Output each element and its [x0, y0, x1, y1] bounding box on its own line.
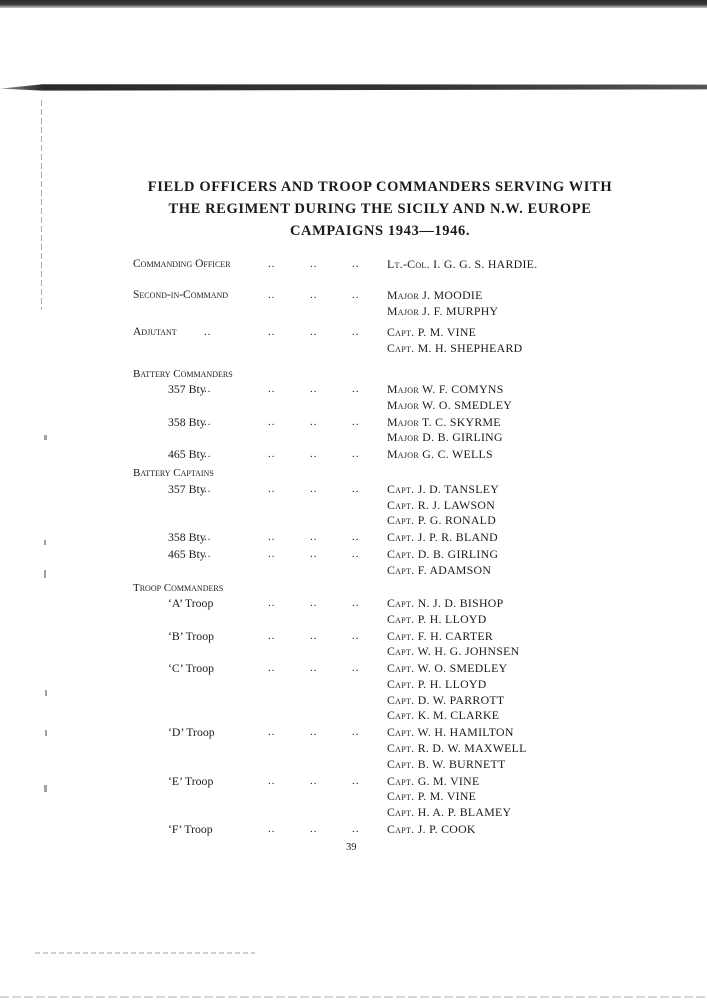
dot-leader: ..	[268, 326, 276, 338]
officer-surname: D. B. GIRLING	[422, 430, 503, 445]
officer-rank: Capt.	[387, 677, 415, 691]
officer-name	[387, 821, 476, 837]
officer-name	[387, 804, 511, 820]
officer-rank: Capt.	[387, 563, 415, 577]
dot-leader: ..	[352, 548, 360, 561]
officer-rank: Capt.	[387, 596, 415, 610]
bottom-scan-edge	[0, 996, 707, 998]
officer-rank: Major	[387, 397, 419, 412]
dot-leader: ..	[352, 415, 360, 428]
officer-name	[387, 788, 476, 804]
dot-leader: ..	[310, 289, 318, 301]
officer-name	[387, 340, 522, 356]
officer-rank: Capt.	[387, 821, 415, 836]
officer-name	[387, 546, 498, 562]
dot-leader: ..	[352, 531, 360, 544]
officer-surname: J. D. TANSLEY	[417, 482, 500, 496]
officer-name	[387, 740, 527, 756]
dot-leader: ..	[352, 289, 360, 301]
officer-surname: W. H. G. JOHNSEN	[417, 644, 520, 659]
officer-name	[387, 595, 503, 611]
roster-row	[0, 773, 707, 789]
dot-leader: ..	[352, 726, 360, 739]
dot-leader: ..	[352, 597, 360, 609]
officer-rank: Major	[387, 303, 419, 318]
officer-surname: J. F. MURPHY	[422, 303, 499, 318]
officer-rank: Major	[387, 430, 419, 445]
officer-rank: Capt.	[387, 773, 415, 788]
roster-row	[0, 724, 707, 740]
officer-surname: P. G. RONALD	[417, 513, 497, 528]
role-label: 358 Bty	[168, 414, 206, 429]
dot-leader: ..	[310, 662, 318, 675]
officer-surname: M. H. SHEPHEARD	[417, 340, 523, 355]
officer-name	[387, 562, 491, 578]
officer-rank: Lt.-Col.	[387, 257, 430, 271]
officer-name	[387, 611, 487, 627]
officer-surname: R. J. LAWSON	[417, 497, 496, 512]
dot-leader: ..	[310, 258, 318, 270]
officer-rank: Capt.	[387, 611, 415, 626]
roster-row	[0, 611, 707, 627]
officer-surname: F. ADAMSON	[417, 563, 492, 577]
dot-leader: ..	[268, 629, 276, 642]
roster-row	[0, 788, 707, 804]
dot-leader: ..	[268, 548, 276, 561]
dot-leader: ..	[352, 774, 360, 787]
roster-row	[0, 497, 707, 513]
roster-row	[0, 676, 707, 692]
officer-name	[387, 676, 487, 692]
roster-row	[0, 804, 707, 820]
officer-rank: Capt.	[387, 513, 415, 528]
officer-surname: G. M. VINE	[417, 773, 480, 788]
dot-leader: ..	[352, 383, 360, 395]
officer-rank: Capt.	[387, 644, 415, 659]
officer-surname: J. MOODIE	[422, 288, 483, 302]
officer-surname: D. B. GIRLING	[417, 547, 499, 562]
dot-leader: ..	[204, 448, 212, 461]
roster-row	[0, 414, 707, 430]
roster-row	[0, 287, 707, 303]
roster-row	[0, 324, 707, 340]
role-label: ‘A’ Troop	[168, 596, 214, 610]
role-label: ‘D’ Troop	[168, 725, 215, 740]
dot-leader: ..	[352, 629, 360, 642]
officer-name	[387, 643, 520, 659]
role-label: 358 Bty	[168, 530, 206, 545]
roster-row	[0, 740, 707, 756]
roster-row	[0, 303, 707, 319]
officer-surname: W. H. HAMILTON	[417, 725, 514, 740]
dot-leader: ..	[310, 597, 318, 609]
officer-name	[387, 381, 504, 397]
officer-surname: B. W. BURNETT	[417, 756, 506, 771]
officer-surname: W. O. SMEDLEY	[422, 397, 513, 412]
officer-surname: R. D. W. MAXWELL	[417, 740, 527, 755]
role-label: 357 Bty	[168, 482, 206, 496]
officer-name	[387, 660, 507, 676]
officer-rank: Major	[387, 382, 419, 396]
officer-surname: P. M. VINE	[417, 325, 477, 339]
role-label: ‘F’ Troop	[168, 821, 213, 836]
dot-leader: ..	[352, 448, 360, 461]
officer-rank: Capt.	[387, 661, 415, 676]
header-rule	[0, 83, 707, 91]
title-line: FIELD OFFICERS AND TROOP COMMANDERS SERVING WITH	[147, 179, 613, 195]
roster-row	[0, 481, 707, 497]
dot-leader: ..	[310, 448, 318, 461]
officer-surname: G. C. WELLS	[422, 447, 493, 462]
dot-leader: ..	[310, 548, 318, 561]
page-number: 39	[346, 842, 357, 853]
dot-leader: ..	[352, 258, 360, 270]
officer-surname: I. G. G. S. HARDIE.	[433, 257, 538, 271]
roster-row	[0, 660, 707, 676]
roster-row	[0, 429, 707, 445]
roster-row	[0, 340, 707, 356]
officer-surname: H. A. P. BLAMEY	[417, 804, 512, 819]
officer-rank: Capt.	[387, 325, 415, 339]
dot-leader: ..	[268, 597, 276, 609]
roster-row	[0, 397, 707, 413]
dot-leader: ..	[204, 531, 212, 544]
dot-leader: ..	[352, 326, 360, 338]
officer-surname: F. H. CARTER	[417, 628, 494, 643]
dot-leader: ..	[352, 662, 360, 675]
dot-leader: ..	[204, 326, 212, 338]
roster-row	[0, 595, 707, 611]
role-label: Commanding Officer	[133, 258, 231, 270]
dot-leader: ..	[310, 822, 318, 835]
officer-rank: Major	[387, 447, 419, 462]
officer-surname: P. M. VINE	[417, 789, 477, 804]
officer-name	[387, 692, 504, 708]
page-title	[120, 176, 640, 242]
dot-leader: ..	[268, 774, 276, 787]
role-label: 465 Bty	[168, 547, 206, 562]
role-label: ‘C’ Troop	[168, 661, 215, 676]
title-line: CAMPAIGNS 1943—1946.	[289, 223, 471, 239]
section-heading: Battery Commanders	[133, 368, 233, 380]
officer-rank: Capt.	[387, 530, 415, 545]
dot-leader: ..	[268, 448, 276, 461]
role-label: 357 Bty	[168, 382, 206, 396]
role-label: Adjutant	[133, 326, 177, 338]
dot-leader: ..	[352, 483, 360, 495]
officer-surname: W. O. SMEDLEY	[417, 661, 508, 676]
officer-name	[387, 481, 499, 497]
officer-surname: W. F. COMYNS	[422, 382, 504, 396]
roster-row	[0, 756, 707, 772]
role-label: 465 Bty	[168, 447, 206, 462]
role-label: ‘E’ Troop	[168, 773, 214, 788]
officer-rank: Capt.	[387, 708, 415, 723]
officer-name	[387, 446, 493, 462]
officer-name	[387, 324, 476, 340]
officer-name	[387, 303, 498, 319]
officer-name	[387, 429, 503, 445]
officer-rank: Capt.	[387, 756, 415, 771]
officer-surname: T. C. SKYRME	[422, 414, 501, 429]
roster-row	[0, 628, 707, 644]
officer-rank: Capt.	[387, 740, 415, 755]
dot-leader: ..	[310, 774, 318, 787]
dot-leader: ..	[352, 822, 360, 835]
officer-surname: J. P. COOK	[417, 821, 476, 836]
officer-name	[387, 287, 483, 303]
dot-leader: ..	[310, 415, 318, 428]
dot-leader: ..	[204, 548, 212, 561]
roster-row	[0, 821, 707, 837]
dot-leader: ..	[268, 531, 276, 544]
officer-rank: Capt.	[387, 547, 415, 562]
officer-rank: Capt.	[387, 692, 415, 707]
officer-rank: Major	[387, 288, 419, 302]
dot-leader: ..	[268, 483, 276, 495]
officer-name	[387, 256, 537, 272]
dot-leader: ..	[268, 415, 276, 428]
roster-row	[0, 512, 707, 528]
officer-name	[387, 724, 514, 740]
officer-rank: Capt.	[387, 725, 415, 740]
officer-surname: P. H. LLOYD	[417, 611, 487, 626]
officer-name	[387, 529, 498, 545]
officer-name	[387, 756, 505, 772]
dot-leader: ..	[310, 726, 318, 739]
dot-leader: ..	[204, 483, 212, 495]
role-label: Second-in-Command	[133, 289, 229, 301]
title-line: THE REGIMENT DURING THE SICILY AND N.W. EUROPE	[168, 201, 592, 217]
officer-name	[387, 497, 495, 513]
section-heading: Battery Captains	[133, 467, 214, 479]
scan-smudge	[35, 952, 255, 954]
roster-row	[0, 562, 707, 578]
officer-name	[387, 707, 499, 723]
officer-name	[387, 414, 501, 430]
officer-rank: Major	[387, 414, 419, 429]
dot-leader: ..	[268, 726, 276, 739]
dot-leader: ..	[268, 289, 276, 301]
dot-leader: ..	[268, 822, 276, 835]
dot-leader: ..	[204, 415, 212, 428]
officer-rank: Capt.	[387, 628, 415, 643]
margin-scan-mark	[41, 100, 42, 310]
officer-name	[387, 773, 479, 789]
roster-row	[0, 692, 707, 708]
roster-row	[0, 546, 707, 562]
roster-row	[0, 529, 707, 545]
officer-surname: P. H. LLOYD	[417, 677, 487, 691]
roster-row	[0, 643, 707, 659]
officer-rank: Capt.	[387, 804, 415, 819]
roster-row	[0, 256, 707, 272]
section-heading: Troop Commanders	[133, 582, 224, 594]
dot-leader: ..	[268, 662, 276, 675]
dot-leader: ..	[310, 531, 318, 544]
dot-leader: ..	[268, 383, 276, 395]
officer-rank: Capt.	[387, 340, 415, 355]
officer-surname: J. P. R. BLAND	[417, 530, 498, 545]
officer-rank: Capt.	[387, 497, 415, 512]
dot-leader: ..	[310, 483, 318, 495]
role-label: ‘B’ Troop	[168, 628, 215, 643]
officer-surname: N. J. D. BISHOP	[417, 596, 504, 610]
officer-rank: Capt.	[387, 482, 415, 496]
officer-surname: K. M. CLARKE	[417, 708, 500, 723]
officer-surname: D. W. PARROTT	[417, 692, 505, 707]
roster-row	[0, 446, 707, 462]
officer-name	[387, 628, 493, 644]
roster-row	[0, 707, 707, 723]
dot-leader: ..	[310, 383, 318, 395]
dot-leader: ..	[204, 383, 212, 395]
dot-leader: ..	[310, 326, 318, 338]
officer-rank: Capt.	[387, 789, 415, 804]
roster-row	[0, 381, 707, 397]
officer-name	[387, 512, 496, 528]
dot-leader: ..	[310, 629, 318, 642]
top-scan-edge-rule	[0, 0, 707, 8]
dot-leader: ..	[268, 258, 276, 270]
officer-name	[387, 397, 512, 413]
